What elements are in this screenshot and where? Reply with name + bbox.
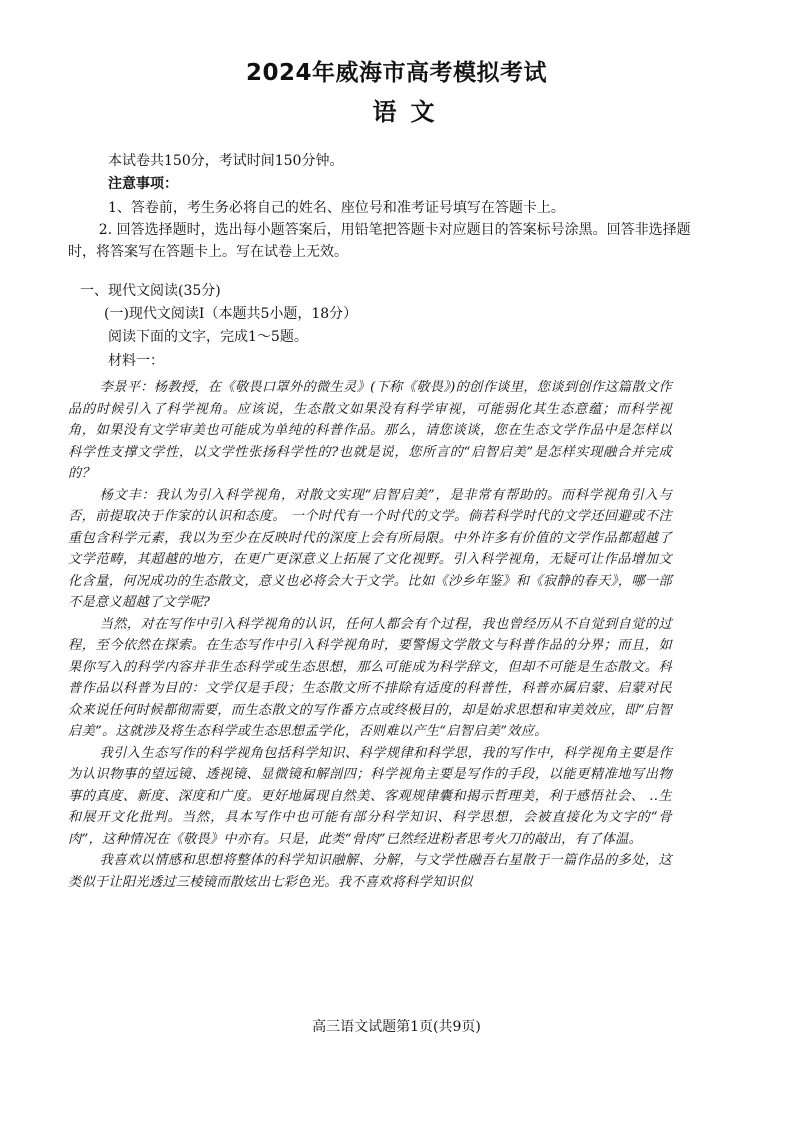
material-paragraph: 我喜欢以情感和思想将整体的科学知识融解、分解，与文学性融吾右星散于一篇作品的多处，这类似于让阳光透过三棱镜而散炫出七彩色光。我不喜欢将科学知识似 <box>68 853 672 890</box>
notice-item-2: 2. 回答选择题时，选出每小题答案后，用铅笔把答题卡对应题目的答案标号涂黑。回答非选择题时，将答案写在答题卡上。写在试卷上无效。 <box>68 222 691 260</box>
material-paragraph: 我引入生态写作的科学视角包括科学知识、科学规律和科学思，我的写作中，科学视角主要是作为认识物事的望远镜、透视镜、显微镜和解剖四；科学视角主要是写作的手段，以能更精准地写出物事的真度、新度、深度和广度。更好地属现自然美、客观规律囊和揭示哲理美，利于感悟社会、 ..生和展开文化批判。当然，具本写作中也可能有部分科学知识、科学思想，会被直接化为文字的“骨肉”，这种情况在《敬畏》中亦有。只是，此类“骨肉”已然经进粉者思考火刀的敲出，有了体温。 <box>68 745 672 847</box>
exam-title: 2024年威海市高考模拟考试 <box>245 60 547 86</box>
exam-info: 本试卷共150分，考试时间150分钟。 <box>108 153 344 169</box>
subject-title: 语文 <box>372 98 449 126</box>
material-paragraph: 当然，对在写作中引入科学视角的认识，任何人都会有个过程，我也曾经历从不自觉到自觉的过程，至今依然在探索。在生态写作中引入科学视角时，要警惕文学散文与科普作品的分界；而且，如果你写入的科学内容并非生态科学或生态思想，那么可能成为科学辞文，但却不可能是生态散文。科普作品以科普为目的：文学仅是手段；生态散文所不排除有适度的科普性，科普亦属启蒙、启蒙对民众来说任何时候都彻需要，而生态散文的写作番方点或终极目的，却是始求思想和审美效应，即“启智启美”。这就涉及将生态科学或生态思想孟学化，否则难以产生“启智启美”效应。 <box>68 616 672 739</box>
material-paragraph: 杨文丰：我认为引入科学视角，对散文实现“启智启美”，是非常有帮助的。而科学视角引入与否，前提取决于作家的认识和态度。 一个时代有一个时代的文学。倘若科学时代的文学还回避或不注重包含科学元素，我以为至少在反映时代的深度上会有所局限。中外许多有价值的文学作品都超越了文学范畴，其超越的地方，在更广更深意义上拓展了文化视野。引入科学视角，无疑可让作品增加文化含量，何况成功的生态散文，意义也必将会大于文学。比如《沙乡年鉴》和《寂静的春天》，哪一部不是意义超越了文学呢? <box>68 487 672 610</box>
notice-item-1: 1、答卷前，考生务必将自己的姓名、座位号和准考证号填写在答题卡上。 <box>108 200 565 216</box>
material-label: 材料一： <box>108 353 164 369</box>
material-paragraph: 李景平：杨教授，在《敬畏口罩外的微生灵》(下称《敬畏》)的创作谈里，您谈到创作这篇散文作品的时候引入了科学视角。应该说，生态散文如果没有科学审视，可能弱化其生态意蕴；而科学视角，如果没有文学审美也可能成为单纯的科普作品。那么，请您谈谈，您在生态文学作品中是怎样以科学性支撑文学性，以文学性张扬科学性的?也就是说，您所言的“启智启美”是怎样实现融合并完成的？ <box>68 380 672 481</box>
reading-instruction: 阅读下面的文字，完成1～5题。 <box>108 329 308 345</box>
section-subheading: (一)现代文阅读I（本题共5小题，18分） <box>104 306 358 322</box>
material-text <box>68 377 672 893</box>
page-footer: 高三语文试题第1页(共9页) <box>312 1019 481 1035</box>
notice-label: 注意事项： <box>108 176 178 192</box>
section-heading: 一、现代文阅读(35分) <box>80 283 221 299</box>
